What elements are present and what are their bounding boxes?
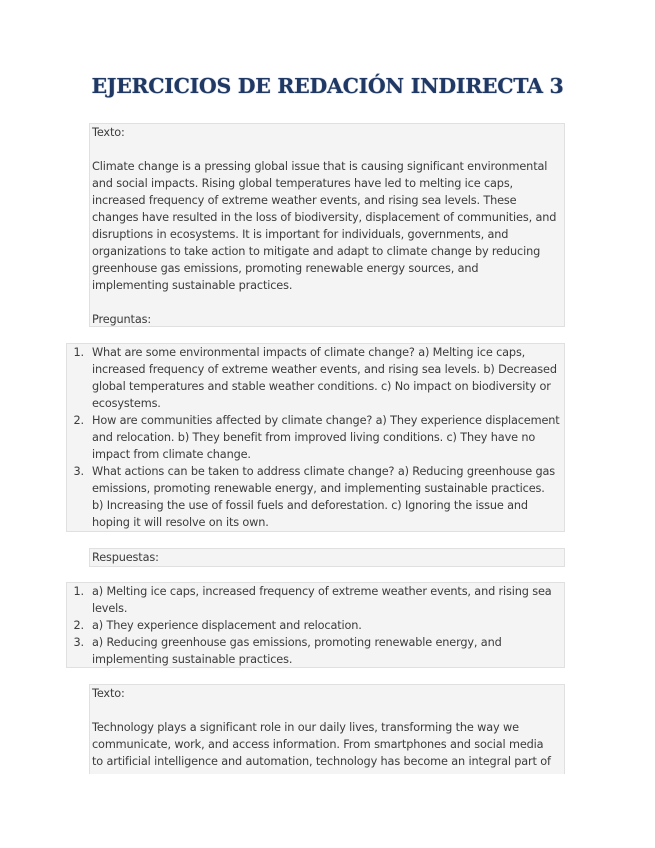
list-number: 2. <box>73 414 84 427</box>
preguntas-label: Preguntas: <box>92 313 151 326</box>
question-line: emissions, promoting renewable energy, and implementing sustainable practices. <box>92 482 545 495</box>
respuestas-label: Respuestas: <box>92 551 159 564</box>
page-title: EJERCICIOS DE REDACIÓN INDIRECTA 3 <box>91 74 564 98</box>
list-number: 3. <box>73 636 84 649</box>
question-line: and relocation. b) They benefit from improved living conditions. c) They have no <box>92 431 536 444</box>
paragraph-line: Climate change is a pressing global issue that is causing significant environmental <box>92 160 548 173</box>
text-block-2 <box>89 684 565 774</box>
texto-label: Texto: <box>92 687 125 700</box>
paragraph-line: organizations to take action to mitigate and adapt to climate change by reducing <box>92 245 541 258</box>
question-line: How are communities affected by climate change? a) They experience displacement <box>92 414 560 427</box>
paragraph-line: greenhouse gas emissions, promoting renewable energy sources, and <box>92 262 479 275</box>
question-line: ecosystems. <box>92 397 161 410</box>
question-line: What actions can be taken to address climate change? a) Reducing greenhouse gas <box>92 465 555 478</box>
paragraph-line: to artificial intelligence and automation, technology has become an integral part of <box>92 755 551 768</box>
paragraph-line: disruptions in ecosystems. It is important for individuals, governments, and <box>92 228 509 241</box>
question-line: global temperatures and stable weather conditions. c) No impact on biodiversity or <box>92 380 551 393</box>
list-number: 1. <box>73 585 84 598</box>
paragraph-line: and social impacts. Rising global temperatures have led to melting ice caps, <box>92 177 513 190</box>
questions-list <box>66 343 565 532</box>
question-item <box>67 412 564 463</box>
question-line: impact from climate change. <box>92 448 251 461</box>
answer-item <box>67 617 564 634</box>
answer-line: a) Melting ice caps, increased frequency of extreme weather events, and rising sea <box>92 585 552 598</box>
texto-label: Texto: <box>92 126 125 139</box>
question-line: b) Increasing the use of fossil fuels and deforestation. c) Ignoring the issue and <box>92 499 528 512</box>
respuestas-block <box>89 548 565 567</box>
question-item <box>67 463 564 531</box>
list-number: 1. <box>73 346 84 359</box>
paragraph-line: implementing sustainable practices. <box>92 279 293 292</box>
list-number: 3. <box>73 465 84 478</box>
list-number: 2. <box>73 619 84 632</box>
answer-line: levels. <box>92 602 128 615</box>
text-block-1 <box>89 123 565 327</box>
paragraph-line: Technology plays a significant role in our daily lives, transforming the way we <box>92 721 519 734</box>
question-item <box>67 344 564 412</box>
paragraph-line: increased frequency of extreme weather events, and rising sea levels. These <box>92 194 517 207</box>
question-line: increased frequency of extreme weather events, and rising sea levels. b) Decreased <box>92 363 557 376</box>
paragraph-line: changes have resulted in the loss of biodiversity, displacement of communities, and <box>92 211 557 224</box>
question-line: What are some environmental impacts of climate change? a) Melting ice caps, <box>92 346 526 359</box>
question-line: hoping it will resolve on its own. <box>92 516 269 529</box>
answers-list <box>66 582 565 668</box>
answer-line: a) Reducing greenhouse gas emissions, promoting renewable energy, and <box>92 636 502 649</box>
answer-line: a) They experience displacement and relocation. <box>92 619 362 632</box>
paragraph-line: communicate, work, and access information. From smartphones and social media <box>92 738 544 751</box>
answer-line: implementing sustainable practices. <box>92 653 293 666</box>
answer-item <box>67 583 564 617</box>
answer-item <box>67 634 564 668</box>
